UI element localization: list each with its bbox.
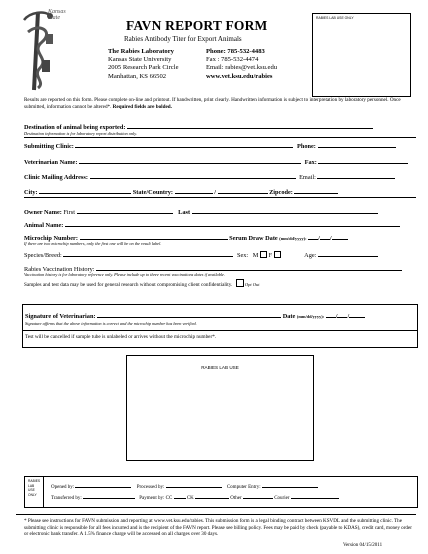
lab-tracking-divider	[43, 477, 44, 507]
payment-ck-label: CK	[186, 496, 194, 501]
lab-email: Email: rabies@vet.ksu.edu	[206, 64, 278, 72]
footer-divider	[16, 514, 416, 515]
owner-first-field[interactable]	[77, 207, 173, 214]
payment-other-field[interactable]	[243, 494, 273, 499]
city-label: City:	[24, 189, 38, 196]
clinic-fax-label: Fax:	[304, 159, 317, 166]
veterinarian-name-field[interactable]	[79, 157, 301, 164]
species-label: Species/Breed:	[24, 252, 62, 259]
age-field[interactable]	[318, 250, 378, 257]
intro-text	[24, 97, 416, 110]
opened-by-field[interactable]	[75, 483, 131, 488]
payment-cc-field[interactable]	[174, 494, 186, 499]
signature-day-field[interactable]	[337, 311, 347, 318]
mailing-address-field[interactable]	[90, 172, 296, 179]
opened-by-label: Opened by:	[51, 485, 75, 490]
tracking-row-1	[51, 483, 318, 490]
address-line: Kansas State University	[108, 56, 172, 64]
owner-last-field[interactable]	[192, 207, 378, 214]
sex-f-label: F	[268, 252, 272, 259]
sex-f-checkbox[interactable]	[274, 251, 281, 258]
country-field[interactable]	[218, 187, 268, 194]
side-label-line: ONLY	[28, 492, 37, 497]
owner-name-label: Owner Name:	[24, 209, 62, 216]
lab-website[interactable]: www.vet.ksu.edu/rabies	[206, 72, 273, 80]
microchip-label: Microchip Number:	[24, 235, 78, 242]
payment-other-label: Other	[230, 496, 242, 501]
address-line: 2005 Research Park Circle	[108, 64, 179, 72]
cancel-warning: Test will be cancelled if sample tube is unlabeled or arrives without the microchip number*.	[25, 334, 217, 340]
address-line: Manhattan, KS 66502	[108, 72, 167, 80]
lab-tracking-side-label	[28, 479, 40, 497]
city-field[interactable]	[39, 187, 131, 194]
destination-field[interactable]	[127, 122, 373, 129]
destination-note: Destination information is for laboratory report distribution only.	[24, 131, 137, 136]
required-fields-note: Required fields are bolded.	[112, 103, 172, 110]
signature-row: Signature of Veterinarian: Date (mm/dd/yyyy): / /	[25, 311, 365, 320]
zipcode-field[interactable]	[294, 187, 338, 194]
opt-out-label: Opt Out	[244, 282, 260, 287]
clinic-email-label: Email:	[299, 174, 316, 181]
tracking-row-2	[51, 494, 339, 501]
courier-label: Courier	[274, 496, 290, 501]
rabies-lab-use-label: RABIES LAB USE	[201, 365, 239, 370]
lab-use-only-label: RABIES LAB USE ONLY	[316, 16, 354, 20]
processed-by-field[interactable]	[166, 483, 222, 488]
mailing-address-label: Clinic Mailing Address:	[24, 174, 88, 181]
owner-last-label: Last	[178, 209, 191, 216]
signature-month-field[interactable]	[326, 311, 336, 318]
lab-address	[108, 48, 179, 81]
clinic-email-field[interactable]	[317, 172, 395, 179]
footer-version: Version 04/15/2011	[343, 543, 383, 548]
veterinarian-name-label: Veterinarian Name:	[24, 159, 78, 166]
intro-body: Results are reported on this form. Please complete on-line and printout. If handwritten, print clearly. Handwritten information is subject to interpretation by laboratory personnel. Once submitted, information cannot be altered*.	[24, 97, 401, 110]
age-label: Age:	[304, 252, 317, 259]
microchip-field[interactable]	[80, 233, 228, 240]
lab-phone: Phone: 785-532-4483	[206, 48, 265, 55]
serum-draw-label: Serum Draw Date	[229, 235, 278, 242]
owner-first-label: First	[63, 209, 75, 216]
signature-field[interactable]	[97, 311, 281, 318]
sex-m-label: M	[252, 252, 259, 259]
rabies-lab-use-box	[126, 355, 314, 461]
signature-box	[22, 304, 418, 348]
clinic-divider	[24, 197, 416, 198]
payment-ck-field[interactable]	[195, 494, 229, 499]
lab-contact	[206, 48, 277, 81]
transferred-by-label: Transferred by:	[51, 496, 82, 501]
microchip-row: Microchip Number: Serum Draw Date (mm/dd/yyyy): / /	[24, 233, 348, 242]
logo-text: Kansas State	[48, 9, 66, 21]
side-label-line: USE	[28, 488, 35, 493]
animal-name-label: Animal Name:	[24, 222, 64, 229]
city-row	[24, 187, 338, 196]
serum-date-format: (mm/dd/yyyy):	[279, 236, 307, 241]
destination-row	[24, 122, 373, 131]
side-label-line: RABIES	[28, 479, 41, 483]
animal-name-row	[24, 220, 400, 229]
submitting-clinic-label: Submitting Clinic:	[24, 143, 74, 150]
microchip-note: If there are two microchip numbers, only the first one will be on the result label.	[24, 241, 162, 246]
lab-fax: Fax : 785-532-4474	[206, 56, 259, 64]
species-row	[24, 250, 378, 259]
clinic-phone-label: Phone:	[297, 143, 316, 150]
owner-name-row	[24, 207, 378, 216]
page-title: FAVN REPORT FORM	[126, 18, 268, 33]
serum-year-field[interactable]	[332, 233, 348, 240]
submitting-clinic-row	[24, 141, 396, 150]
signature-divider	[23, 330, 417, 331]
sex-label: Sex:	[236, 252, 249, 259]
signature-date-format: (mm/dd/yyyy):	[296, 314, 325, 319]
consent-row	[24, 279, 259, 288]
animal-name-field[interactable]	[65, 220, 400, 227]
sex-m-checkbox[interactable]	[260, 251, 267, 258]
clinic-phone-field[interactable]	[318, 141, 396, 148]
state-country-slash: /	[214, 189, 216, 196]
lab-name: The Rabies Laboratory	[108, 48, 174, 55]
computer-entry-field[interactable]	[262, 483, 318, 488]
footer-text: * Please see instructions for FAVN submission and reporting at www.vet.ksu.edu/rabies. This submission form is a legal binding contract between KSVDL and the submitting clinic. The submitting clinic is responsible for all fees incurred and is the recipient of the FAVN report. Please see billing policy. Fees may be paid by check (payable to KDAS), credit card, money order or electronic bank transfer. A 1.5% finance charge will be accessed on all charges over 30 days.	[24, 518, 412, 537]
opt-out-checkbox[interactable]	[236, 279, 244, 287]
destination-label: Destination of animal being exported:	[24, 124, 126, 131]
signature-year-field[interactable]	[349, 311, 365, 318]
vacc-note: Vaccination history is for laboratory reference only. Please include up to three recent vaccinations dates if available.	[24, 272, 226, 277]
page-subtitle: Rabies Antibody Titer for Export Animals	[124, 35, 242, 43]
payment-by-label: Payment by:	[139, 496, 165, 501]
clinic-fax-field[interactable]	[318, 157, 408, 164]
vacc-history-label: Rabies Vaccination History:	[24, 266, 95, 273]
state-field[interactable]	[175, 187, 213, 194]
destination-divider	[24, 137, 416, 138]
veterinarian-row	[24, 157, 408, 166]
side-label-line: LAB	[28, 483, 35, 488]
lab-tracking-box	[24, 476, 418, 508]
mailing-address-row	[24, 172, 395, 181]
payment-cc-label: CC	[165, 496, 173, 501]
signature-note: Signature affirms that the above information is correct and the microchip number has been verified.	[25, 321, 197, 326]
transferred-by-field[interactable]	[83, 494, 135, 499]
vacc-history-field[interactable]	[96, 264, 402, 271]
consent-text: Samples and test data may be used for general research without compromising client confidentiality.	[24, 282, 233, 288]
lab-use-only-box	[312, 13, 411, 97]
computer-entry-label: Computer Entry:	[226, 485, 261, 490]
courier-field[interactable]	[291, 494, 339, 499]
serum-month-field[interactable]	[308, 233, 318, 240]
serum-day-field[interactable]	[320, 233, 330, 240]
zipcode-label: Zipcode:	[269, 189, 293, 196]
species-field[interactable]	[63, 250, 233, 257]
submitting-clinic-field[interactable]	[75, 141, 293, 148]
processed-by-label: Processed by:	[136, 485, 165, 490]
state-country-label: State/Country:	[132, 189, 174, 196]
signature-label: Signature of Veterinarian:	[25, 313, 96, 320]
signature-date-label: Date	[282, 313, 296, 320]
